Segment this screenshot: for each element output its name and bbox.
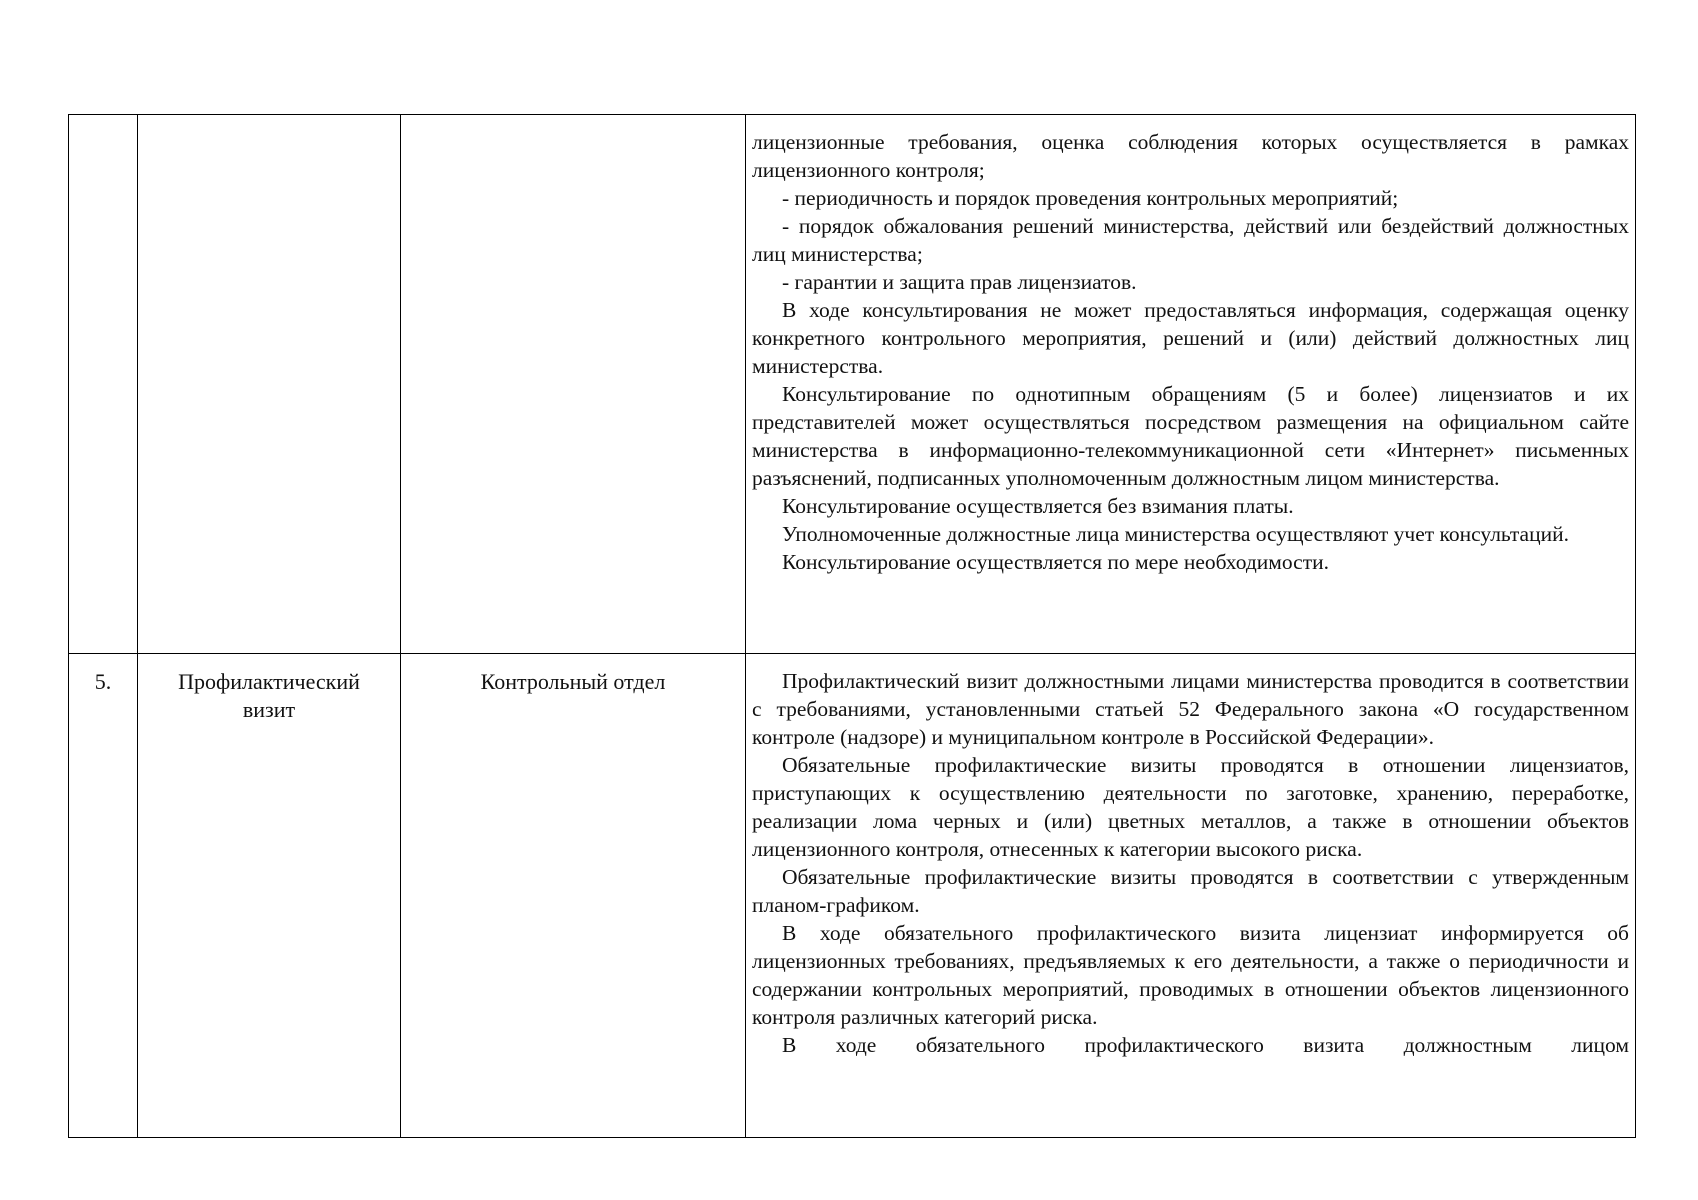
measure-description-cell bbox=[746, 115, 1636, 654]
measure-description-cell bbox=[746, 654, 1636, 1138]
responsible-department-cell: Контрольный отдел bbox=[401, 654, 746, 1138]
row-number-cell bbox=[69, 115, 138, 654]
description-paragraph: Уполномоченные должностные лица министерства осуществляют учет консультаций. bbox=[782, 522, 1569, 546]
description-paragraph: Консультирование осуществляется по мере необходимости. bbox=[782, 550, 1329, 574]
description-paragraph: В ходе консультирования не может предоставляться информация, содержащая оценку конкретного контрольного мероприятия, решений и (или) действий должностных лиц министерства. bbox=[752, 298, 1629, 378]
description-paragraph: - гарантии и защита прав лицензиатов. bbox=[782, 270, 1137, 294]
measures-table bbox=[68, 114, 1636, 1138]
description-paragraph: В ходе обязательного профилактического визита лицензиат информируется об лицензионных требованиях, предъявляемых к его деятельности, а также о периодичности и содержании контрольных мероприятий, проводимых в отношении объектов лицензионного контроля различных категорий риска. bbox=[752, 921, 1629, 1029]
description-paragraph: Обязательные профилактические визиты проводятся в соответствии с утвержденным планом-графиком. bbox=[752, 865, 1629, 917]
description-paragraph: - порядок обжалования решений министерства, действий или бездействий должностных лиц министерства; bbox=[752, 214, 1629, 266]
measure-name-cell bbox=[138, 654, 401, 1138]
description-paragraph: лицензионные требования, оценка соблюдения которых осуществляется в рамках лицензионного контроля; bbox=[752, 130, 1629, 182]
description-paragraph: Консультирование осуществляется без взимания платы. bbox=[782, 494, 1294, 518]
row-number-cell: 5. bbox=[69, 654, 138, 1138]
measure-name-line: визит bbox=[242, 697, 296, 722]
table-row bbox=[69, 115, 1636, 654]
measure-name-cell bbox=[138, 115, 401, 654]
description-paragraph: - периодичность и порядок проведения контрольных мероприятий; bbox=[782, 186, 1399, 210]
measure-name-line: Профилактический bbox=[178, 669, 360, 694]
description-paragraph: Консультирование по однотипным обращениям (5 и более) лицензиатов и их представителей может осуществляться посредством размещения на официальном сайте министерства в информационно-телекоммуникационной сети «Интернет» письменных разъяснений, подписанных уполномоченным должностным лицом министерства. bbox=[752, 382, 1629, 490]
description-paragraph: Обязательные профилактические визиты проводятся в отношении лицензиатов, приступающих к осуществлению деятельности по заготовке, хранению, переработке, реализации лома черных и (или) цветных металлов, а также в отношении объектов лицензионного контроля, отнесенных к категории высокого риска. bbox=[752, 753, 1629, 861]
description-paragraph: В ходе обязательного профилактического визита должностным лицом bbox=[782, 1033, 1629, 1057]
description-paragraph: Профилактический визит должностными лицами министерства проводится в соответствии с требованиями, установленными статьей 52 Федерального закона «О государственном контроле (надзоре) и муниципальном контроле в Российской Федерации». bbox=[752, 669, 1629, 749]
responsible-department-cell bbox=[401, 115, 746, 654]
table-row bbox=[69, 654, 1636, 1138]
